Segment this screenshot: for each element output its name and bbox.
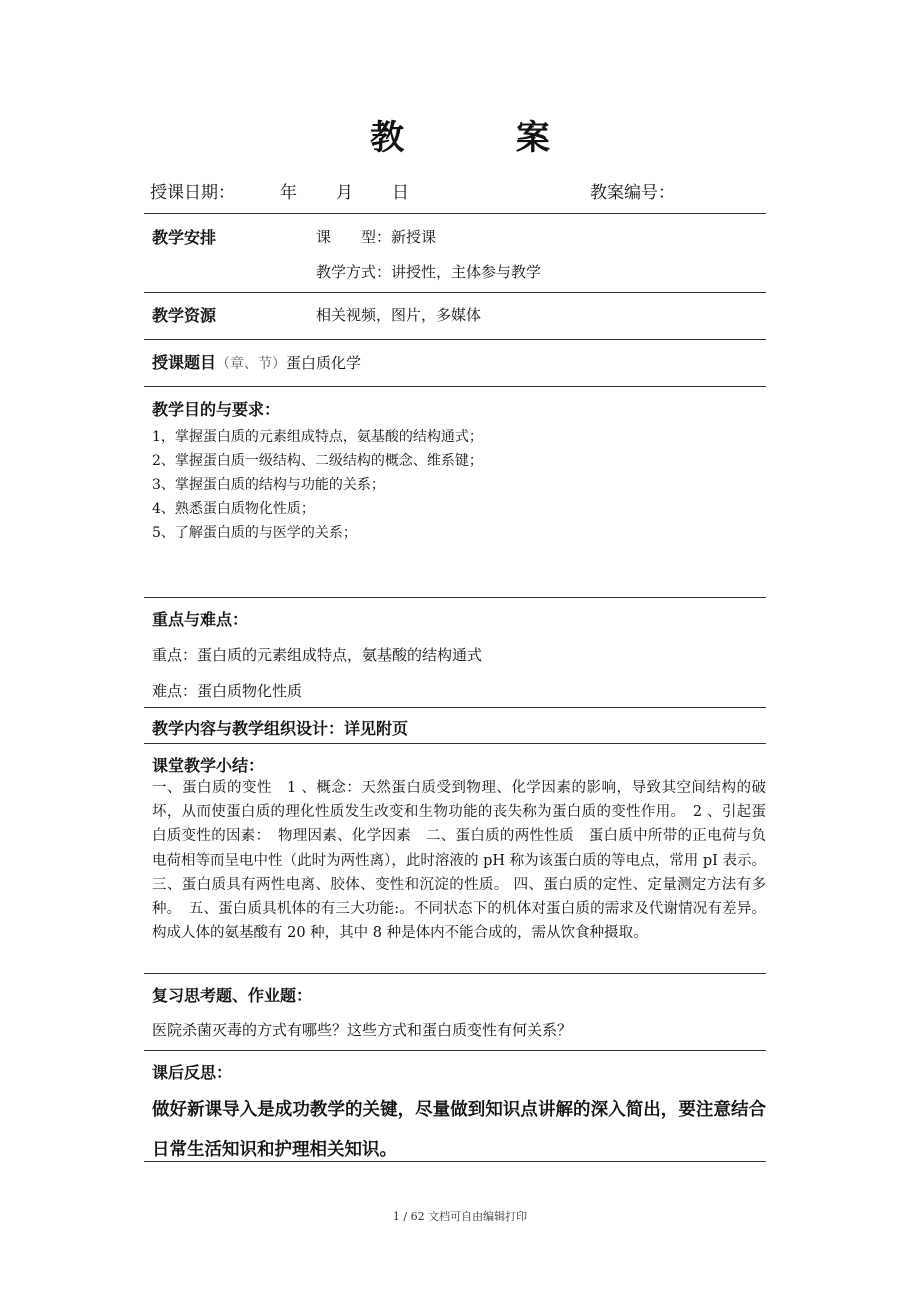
divider bbox=[144, 1050, 766, 1051]
difficult-point: 难点：蛋白质物化性质 bbox=[152, 682, 303, 700]
day-label: 日 bbox=[392, 183, 409, 203]
month-label: 月 bbox=[336, 183, 353, 203]
divider bbox=[144, 292, 766, 293]
review-question: 医院杀菌灭毒的方式有哪些？这些方式和蛋白质变性有何关系？ bbox=[152, 1021, 573, 1039]
content-design-label: 教学内容与教学组织设计：详见附页 bbox=[152, 719, 409, 738]
objective-item: 5、了解蛋白质的与医学的关系； bbox=[152, 525, 357, 541]
divider bbox=[144, 213, 766, 214]
page-footer: 1 / 62 文档可自由编辑打印 bbox=[392, 1210, 528, 1223]
topic-label: 授课题目 bbox=[152, 353, 217, 372]
topic-line bbox=[152, 350, 361, 373]
resources-value: 相关视频，图片，多媒体 bbox=[316, 306, 482, 324]
objectives-list bbox=[152, 425, 483, 545]
summary-label: 课堂教学小结： bbox=[152, 756, 265, 775]
divider bbox=[144, 386, 766, 387]
divider bbox=[144, 339, 766, 340]
reflection-text: 做好新课导入是成功教学的关键，尽量做到知识点讲解的深入简出，要注意结合日常生活知识和护理相关知识。 bbox=[152, 1100, 766, 1160]
resources-label: 教学资源 bbox=[152, 306, 217, 325]
key-point: 重点：蛋白质的元素组成特点，氨基酸的结构通式 bbox=[152, 646, 483, 664]
objective-item: 3、掌握蛋白质的结构与功能的关系； bbox=[152, 477, 385, 493]
key-points-label: 重点与难点： bbox=[152, 610, 249, 629]
divider bbox=[144, 707, 766, 708]
page-title: 教 案 bbox=[370, 118, 600, 158]
divider bbox=[144, 973, 766, 974]
reflection-label: 课后反思： bbox=[152, 1063, 233, 1082]
course-type-line: 课 型：新授课 bbox=[316, 228, 437, 246]
date-label: 授课日期： bbox=[150, 183, 235, 203]
topic-chapter-note: （章、节） bbox=[216, 356, 287, 372]
objectives-label: 教学目的与要求： bbox=[152, 400, 281, 419]
divider bbox=[144, 743, 766, 744]
arrangement-label: 教学安排 bbox=[152, 228, 217, 247]
review-label: 复习思考题、作业题： bbox=[152, 986, 313, 1005]
topic-value: 蛋白质化学 bbox=[286, 354, 362, 372]
divider bbox=[144, 1161, 766, 1162]
teaching-method-line: 教学方式：讲授性，主体参与教学 bbox=[316, 263, 542, 281]
year-label: 年 bbox=[280, 183, 297, 203]
summary-text: 一、蛋白质的变性 1 、概念：天然蛋白质受到物理、化学因素的影响，导致其空间结构的破坏，从而使蛋白质的理化性质发生改变和生物功能的丧失称为蛋白质的变性作用。 2 、引起蛋白质变性的因素： 物理因素、化学因素 二、蛋白质的两性性质 蛋白质中所带的正电荷与负电荷相等而呈电中性（此时为两性离），此时溶液的 pH 称为该蛋白质的等电点，常用 pI 表示。 三、蛋白质具有两性电离、胶体、变性和沉淀的性质。 四、蛋白质的定性、定量测定方法有多种。 五、蛋白质具机体的有三大功能:。不同状态下的机体对蛋白质的需求及代谢情况有差异。构成人体的氨基酸有 20 种，其中 8 种是体内不能合成的，需从饮食种摄取。 bbox=[152, 780, 766, 942]
objective-item: 4、熟悉蛋白质物化性质； bbox=[152, 501, 315, 517]
objective-item: 2、掌握蛋白质一级结构、二级结构的概念、维系键； bbox=[152, 453, 483, 469]
divider bbox=[144, 597, 766, 598]
plan-number-label: 教案编号： bbox=[590, 183, 675, 203]
objective-item: 1，掌握蛋白质的元素组成特点，氨基酸的结构通式； bbox=[152, 429, 483, 445]
